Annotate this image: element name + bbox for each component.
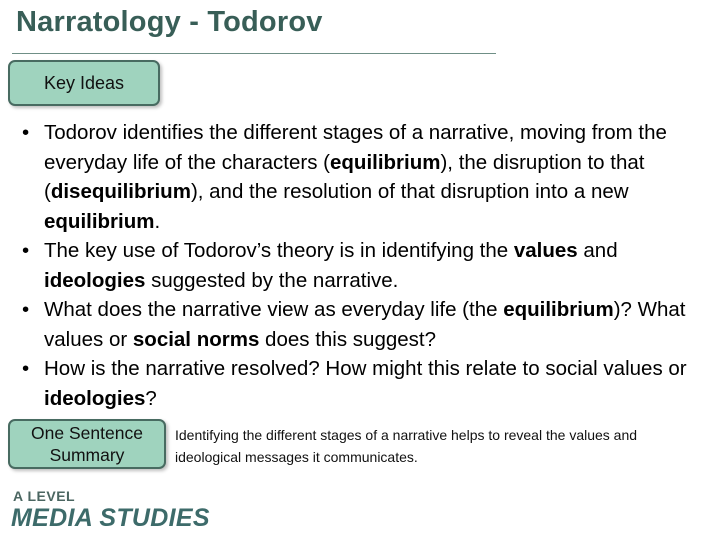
bullet-emphasis: ideologies [44,386,146,410]
bullet-emphasis: values [513,239,578,262]
bullet-text: What does the narrative view as everyday life (the [44,298,504,321]
key-ideas-label: Key Ideas [43,72,125,93]
title-divider [12,53,496,54]
bullet-item [22,118,712,236]
bullet-text: suggested by the narrative. [145,268,399,292]
bullet-emphasis: equilibrium [330,150,441,174]
bullet-emphasis: equilibrium [44,209,155,233]
summary-label-line-1: One Sentence [31,423,143,443]
logo-a-level-text: A LEVEL [13,488,76,504]
bullet-emphasis: equilibrium [503,298,614,321]
bullet-emphasis: disequilibrium [50,180,191,203]
bullet-emphasis: social norms [132,327,260,351]
bullet-marker: • [22,121,30,144]
bullet-text: . [154,209,161,233]
bullet-text: ), and the resolution of that disruption into a new [190,180,629,203]
bullet-text: ), the disruption to that ( [44,150,645,203]
logo-media-studies-text: MEDIA STUDIES [11,504,210,532]
slide-title: Narratology - Todorov [16,6,323,38]
bullet-item [22,295,712,354]
bullet-text: Todorov identifies the different stages of a narrative, moving from the everyday life of the characters ( [44,121,667,174]
bullet-marker: • [22,298,30,321]
bullet-text: )? What values or [44,298,686,351]
bullet-item [22,236,712,295]
bullet-marker: • [22,357,30,380]
bullet-text: The key use of Todorov’s theory is in identifying the [44,239,514,262]
bullet-item [22,354,712,413]
bullet-marker: • [22,239,30,262]
bullet-emphasis: ideologies [44,268,146,292]
bullet-text: How is the narrative resolved? How might this relate to social values or [44,357,687,380]
bullet-text: ? [145,386,157,410]
bullet-text: does this suggest? [259,327,437,351]
one-sentence-summary-label-box [8,419,166,469]
summary-text: Identifying the different stages of a narrative helps to reveal the values and ideological messages it communicates. [175,427,638,465]
bullet-list [22,118,712,413]
bullet-text: and [577,239,618,262]
key-ideas-label-box [8,60,160,106]
summary-label-line-2: Summary [49,445,125,465]
